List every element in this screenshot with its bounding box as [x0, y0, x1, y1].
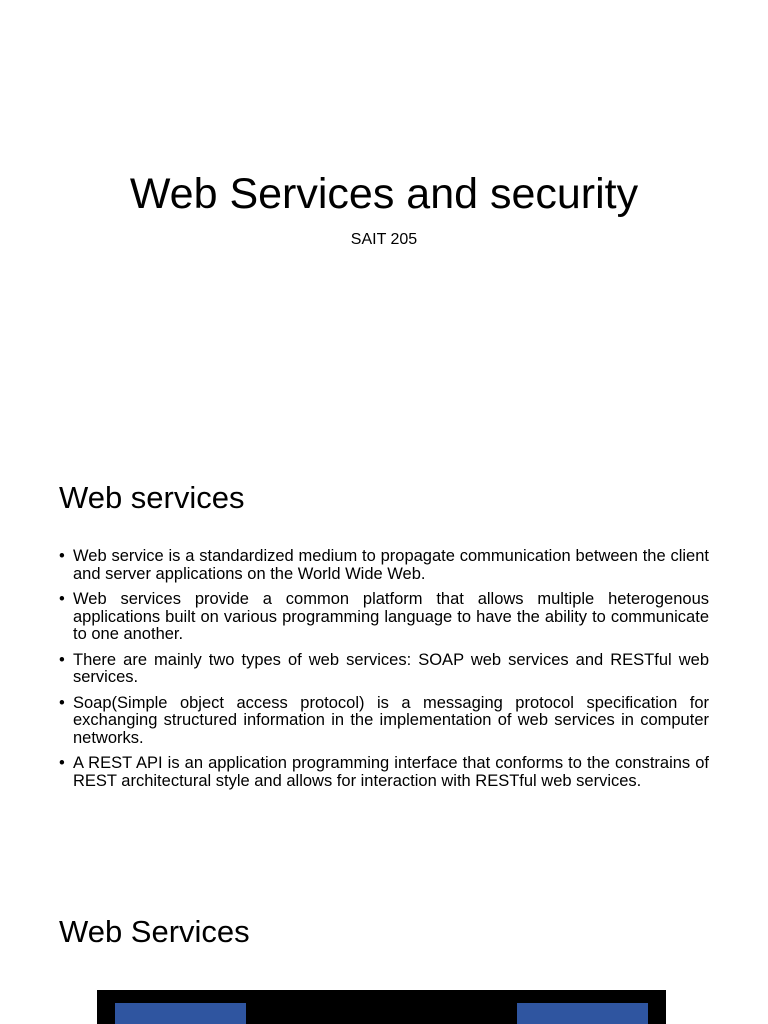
bullet-text: Web service is a standardized medium to propagate communication between the client and server applications on the World Wide Web.: [73, 547, 709, 583]
bullet-text: A REST API is an application programming interface that conforms to the constrains of REST architectural style and allows for interaction with RESTful web services.: [73, 754, 709, 790]
presentation-title: Web Services and security: [129, 170, 639, 218]
bullet-dot-icon: •: [59, 754, 65, 772]
bullet-dot-icon: •: [59, 590, 65, 608]
bullet-item: [59, 652, 709, 687]
bullet-item: [59, 591, 709, 644]
bullet-text: Web services provide a common platform that allows multiple heterogenous applications built on various programming language to have the ability to communicate to one another.: [73, 590, 709, 643]
architecture-diagram: [97, 990, 666, 1024]
bullet-dot-icon: •: [59, 650, 65, 669]
slide-heading: Web Services: [59, 914, 250, 949]
bullet-item: [59, 548, 709, 583]
bullet-text: Soap(Simple object access protocol) is a messaging protocol specification for exchanging structured information in the implementation of web services in computer networks.: [73, 693, 709, 747]
bullet-dot-icon: •: [59, 693, 65, 712]
bullet-item: [59, 695, 709, 748]
diagram-server-box: [517, 1003, 648, 1024]
web-services-diagram-slide: [0, 864, 768, 1024]
web-services-slide: [0, 432, 768, 864]
bullet-list: [59, 548, 709, 798]
bullet-text: There are mainly two types of web services: SOAP web services and RESTful web services.: [73, 650, 709, 686]
bullet-item: [59, 755, 709, 790]
title-slide: [0, 0, 768, 432]
diagram-client-box: [115, 1003, 246, 1024]
slide-heading: Web services: [59, 480, 245, 515]
bullet-dot-icon: •: [59, 547, 65, 565]
course-code-subtitle: SAIT 205: [350, 231, 418, 248]
